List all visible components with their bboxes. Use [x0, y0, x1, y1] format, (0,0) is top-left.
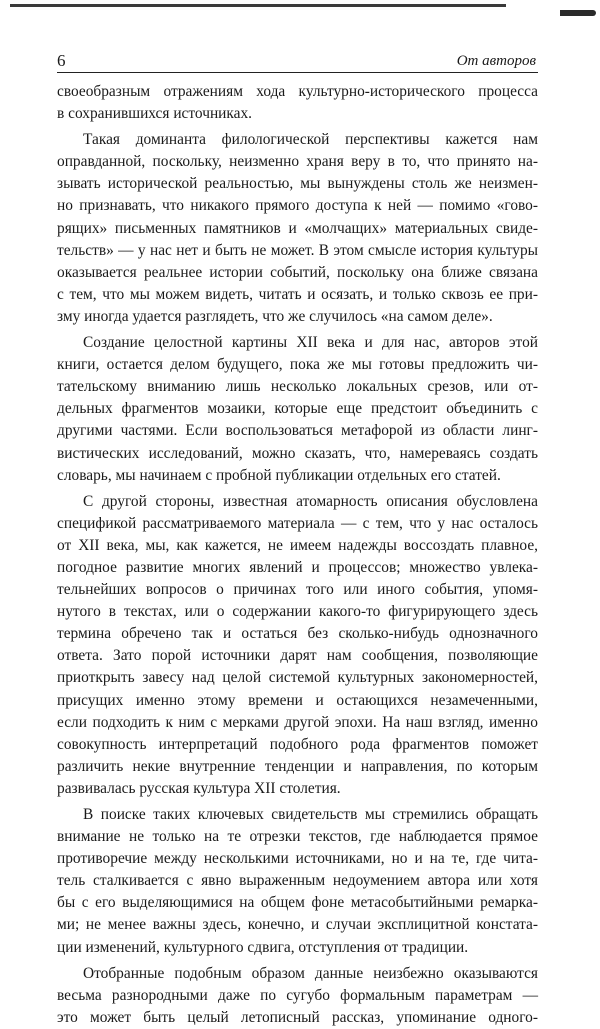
- text-line: термина обречено так и остаться без сколько-нибудь однозначного: [57, 625, 538, 643]
- text-line: словарь, мы начинаем с пробной публикации отдельных его статей.: [57, 466, 501, 484]
- page-number: 6: [57, 51, 66, 70]
- text-line: различить некие внутренние тенденции и направления, по которым: [57, 757, 538, 775]
- text-line: дельных фрагментов мозаики, которые еще предстоит объединить с: [57, 400, 538, 418]
- paragraph: [57, 129, 538, 328]
- paragraph: [57, 491, 538, 800]
- text-line: ответа. Зато порой источники дарят нам сообщения, позволяющие: [57, 647, 538, 665]
- top-rule: [10, 4, 506, 7]
- paragraph: [57, 963, 538, 1029]
- text-line: рящих» письменных памятников и «молчащих» материальных свиде-: [57, 219, 538, 237]
- text-line: тель сталкивается с явно выраженным недоумением автора или хотя: [57, 872, 538, 890]
- text-line: от XII века, мы, как кажется, не имеем надежды воссоздать плавное,: [57, 536, 538, 554]
- paragraph: [57, 804, 538, 959]
- running-head: От авторов: [456, 53, 536, 69]
- text-line: зму иногда удается разглядеть, что же случилось «на самом деле».: [57, 307, 493, 325]
- text-line: другими частями. Если воспользоваться метафорой из области линг-: [57, 422, 538, 440]
- text-line: весьма разнородными даже по сугубо формальным параметрам —: [57, 986, 538, 1004]
- body-text: [57, 81, 538, 1029]
- text-line: Создание целостной картины XII века и для нас, авторов этой: [83, 334, 538, 352]
- text-line: тельнейших вопросов о причинах того или иного события, упомя-: [57, 581, 538, 599]
- text-line: приоткрыть завесу над целой системой культурных закономерностей,: [57, 669, 538, 687]
- text-line: своеобразным отражениям хода культурно-исторического процесса: [57, 83, 538, 100]
- text-line: бы с его выделяющимися на общем фоне метасобытийными ремарка-: [57, 894, 538, 912]
- text-line: ми; не менее важны здесь, конечно, и случаи эксплицитной констата-: [57, 916, 538, 934]
- text-line: С другой стороны, известная атомарность описания обусловлена: [83, 492, 538, 510]
- text-line: ции изменений, культурного сдвига, отступления от традиции.: [57, 938, 469, 956]
- paragraph: [57, 332, 538, 487]
- text-line: противоречие между несколькими источниками, но и на те, где чита-: [57, 850, 538, 868]
- text-line: совокупность интерпретаций подобного рода фрагментов поможет: [57, 735, 538, 753]
- text-line: зывать исторической реальностью, мы вынуждены столь же неизмен-: [57, 175, 538, 193]
- text-line: В поиске таких ключевых свидетельств мы стремились обращать: [83, 806, 538, 823]
- text-line: тательскому вниманию лишь несколько локальных срезов, или от-: [57, 378, 538, 396]
- text-line: развивалась русская культура XII столетия.: [57, 779, 341, 797]
- text-line: присущих именно этому времени и остающихся незамеченными,: [57, 691, 538, 709]
- text-line: это может быть целый летописный рассказ, упоминание одного-: [57, 1008, 538, 1026]
- paragraph: [57, 81, 538, 125]
- text-line: с тем, что мы можем видеть, читать и осязать, и только сквозь ее при-: [57, 285, 538, 303]
- page-header: [57, 52, 538, 73]
- text-line: но признавать, что никакого прямого доступа к ней — помимо «гово-: [57, 197, 538, 215]
- text-line: вистических исследований, можно сказать, что, намереваясь создать: [57, 444, 538, 462]
- text-line: оказывается реальнее истории событий, поскольку она ближе связана: [57, 263, 538, 281]
- corner-mark: [560, 10, 596, 16]
- text-line: если подходить к ним с мерками другой эпохи. На наш взгляд, именно: [57, 713, 538, 731]
- text-line: внимание не только на те отрезки текстов, где наблюдается прямое: [57, 828, 538, 846]
- text-line: тельств» — у нас нет и быть не может. В этом смысле история культуры: [57, 241, 538, 259]
- text-line: книги, остается делом будущего, пока же мы готовы предложить чи-: [57, 356, 538, 374]
- text-line: погодное развитие многих явлений и процессов; множество увлека-: [57, 558, 538, 576]
- text-line: в сохранившихся источниках.: [57, 105, 253, 123]
- text-line: Отобранные подобным образом данные неизбежно оказываются: [83, 964, 538, 982]
- text-line: спецификой рассматриваемого материала — с тем, что у нас осталось: [57, 514, 538, 532]
- text-line: оправданной, поскольку, неизменно храня веру в то, что принято на-: [57, 153, 538, 171]
- text-line: нутого в текстах, или о содержании какого-то фигурирующего здесь: [57, 603, 538, 621]
- text-line: Такая доминанта филологической перспективы кажется нам: [83, 131, 538, 149]
